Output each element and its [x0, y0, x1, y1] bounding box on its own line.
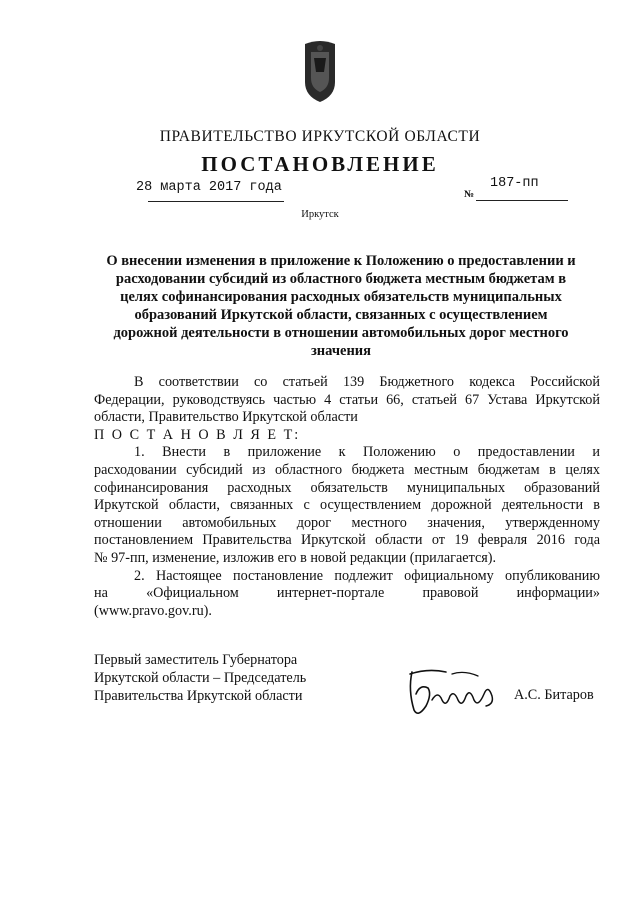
title-line: целях софинансирования расходных обязательств муниципальных — [120, 289, 562, 305]
number-underline — [476, 200, 568, 201]
body-line: области, Правительство Иркутской области — [94, 409, 358, 426]
coat-of-arms-emblem — [299, 38, 341, 104]
body-line: 1. Внести в приложение к Положению о предоставлении и — [134, 444, 600, 461]
body-line: постановлением Правительства Иркутской области от 19 февраля 2016 года — [94, 532, 600, 549]
body-line: на «Официальном интернет-портале правовой информации» — [94, 585, 600, 602]
title-line: О внесении изменения в приложение к Положению о предоставлении и — [106, 253, 576, 269]
body-line: Иркутской области, связанных с осуществлением дорожной деятельности в — [94, 497, 600, 514]
title-line: значения — [310, 343, 372, 359]
body-line: отношении автомобильных дорог местного значения, утвержденному — [94, 514, 600, 531]
body-line: софинансирования расходных обязательств муниципальных образований — [94, 479, 600, 496]
decree-date: 28 марта 2017 года — [136, 180, 282, 195]
body-line: В соответствии со статьей 139 Бюджетного кодекса Российской — [134, 374, 600, 390]
body-line: (www.pravo.gov.ru). — [94, 602, 212, 619]
body-line: № 97-пп, изменение, изложив его в новой редакции (прилагается). — [94, 549, 497, 566]
resolves-heading: П О С Т А Н О В Л Я Е Т: — [94, 426, 301, 443]
body-line: расходовании субсидий из областного бюджета местным бюджетам в целях — [94, 461, 600, 478]
signer-name: А.С. Битаров — [514, 687, 594, 703]
signatory-position — [94, 651, 306, 705]
position-line: Иркутской области – Председатель — [94, 670, 307, 686]
position-line: Правительства Иркутской области — [94, 688, 303, 704]
handwritten-signature — [398, 666, 518, 720]
position-line: Первый заместитель Губернатора — [94, 652, 298, 668]
government-name: ПРАВИТЕЛЬСТВО ИРКУТСКОЙ ОБЛАСТИ — [159, 128, 481, 145]
city-name: Иркутск — [301, 209, 339, 220]
title-line: образований Иркутской области, связанных с осуществлением — [134, 307, 548, 323]
decree-title — [86, 252, 596, 360]
date-underline — [148, 201, 284, 202]
title-line: расходовании субсидий из областного бюджета местным бюджетам в — [115, 271, 567, 287]
title-line: дорожной деятельности в отношении автомобильных дорог местного — [113, 325, 569, 341]
body-line: Федерации, руководствуясь частью 4 статьи 66, статьей 67 Устава Иркутской — [94, 391, 600, 408]
body-line: 2. Настоящее постановление подлежит официальному опубликованию — [134, 567, 600, 584]
document-type: ПОСТАНОВЛЕНИЕ — [201, 152, 439, 176]
decree-number: 187-пп — [490, 176, 539, 191]
decree-body — [94, 374, 600, 620]
number-sign: № — [464, 189, 475, 200]
